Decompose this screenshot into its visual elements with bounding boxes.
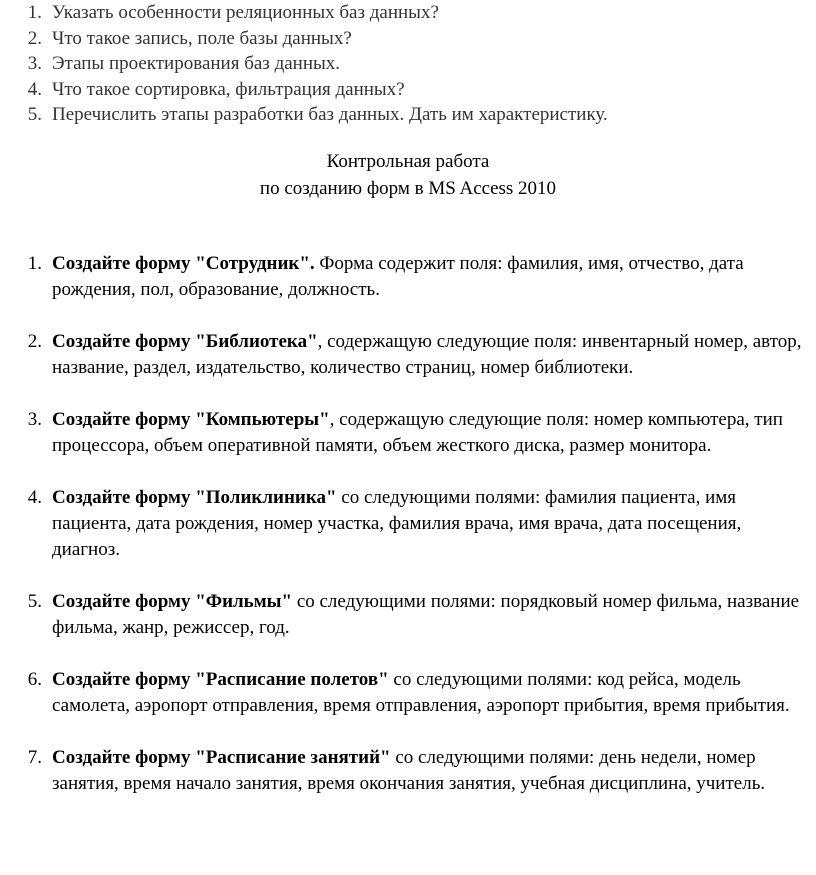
task-description: со следующими полями: код рейса, модель самолета, аэропорт отправления, время отправления, аэропорт прибытия, время прибытия. [52, 669, 790, 716]
question-item [0, 0, 816, 26]
question-item [0, 26, 816, 52]
task-title: Создайте форму "Поликлиника" [52, 487, 337, 508]
title-line-1: Контрольная работа [326, 151, 490, 172]
task-item [0, 329, 816, 381]
task-item [0, 485, 816, 563]
task-text [52, 485, 816, 563]
task-text [52, 589, 816, 641]
task-description: , содержащую следующие поля: инвентарный номер, автор, название, раздел, издательство, количество страниц, номер библиотеки. [52, 331, 802, 378]
task-number: 3. [27, 409, 42, 430]
question-text: Указать особенности реляционных баз данных? [52, 2, 439, 23]
question-number: 4. [27, 78, 42, 100]
task-text [52, 745, 816, 797]
task-number: 1. [27, 253, 42, 274]
questions-list [0, 0, 816, 128]
task-text [52, 251, 816, 303]
title-line-2: по созданию форм в MS Access 2010 [259, 178, 557, 199]
question-number: 2. [27, 27, 42, 49]
task-description: , содержащую следующие поля: номер компьютера, тип процессора, объем оперативной памяти, объем жесткого диска, размер монитора. [52, 409, 783, 456]
task-text [52, 667, 816, 719]
task-item [0, 407, 816, 459]
question-item [0, 102, 816, 128]
task-description: со следующими полями: порядковый номер фильма, название фильма, жанр, режиссер, год. [52, 591, 800, 638]
task-number: 2. [27, 331, 42, 352]
task-number: 7. [27, 747, 42, 768]
question-number: 3. [27, 53, 42, 74]
question-text: Что такое запись, поле базы данных? [52, 27, 352, 49]
question-text: Этапы проектирования баз данных. [52, 53, 341, 74]
question-item [0, 51, 816, 77]
page-title [0, 148, 816, 202]
task-item [0, 589, 816, 641]
task-title: Создайте форму "Компьютеры" [52, 409, 330, 430]
tasks-list [0, 251, 816, 823]
task-title: Создайте форму "Расписание занятий" [52, 747, 391, 768]
task-title: Создайте форму "Сотрудник". [52, 253, 315, 274]
task-text [52, 407, 816, 459]
task-number: 4. [27, 487, 42, 508]
task-number: 6. [27, 669, 42, 690]
task-item [0, 251, 816, 303]
task-title: Создайте форму "Расписание полетов" [52, 669, 389, 690]
question-text: Перечислить этапы разработки баз данных. Дать им характеристику. [52, 104, 608, 125]
task-description: со следующими полями: фамилия пациента, имя пациента, дата рождения, номер участка, фамилия врача, имя врача, дата посещения, диагноз. [52, 487, 742, 560]
task-description: со следующими полями: день недели, номер занятия, время начало занятия, время окончания занятия, учебная дисциплина, учитель. [52, 747, 766, 794]
task-title: Создайте форму "Фильмы" [52, 591, 293, 612]
question-number: 1. [27, 2, 42, 23]
task-text [52, 329, 816, 381]
task-item [0, 667, 816, 719]
task-description: Форма содержит поля: фамилия, имя, отчество, дата рождения, пол, образование, должность. [52, 253, 744, 300]
task-number: 5. [27, 591, 42, 612]
question-text: Что такое сортировка, фильтрация данных? [52, 78, 405, 100]
question-number: 5. [27, 104, 42, 125]
question-item [0, 77, 816, 103]
task-title: Создайте форму "Библиотека" [52, 331, 318, 352]
task-item [0, 745, 816, 797]
